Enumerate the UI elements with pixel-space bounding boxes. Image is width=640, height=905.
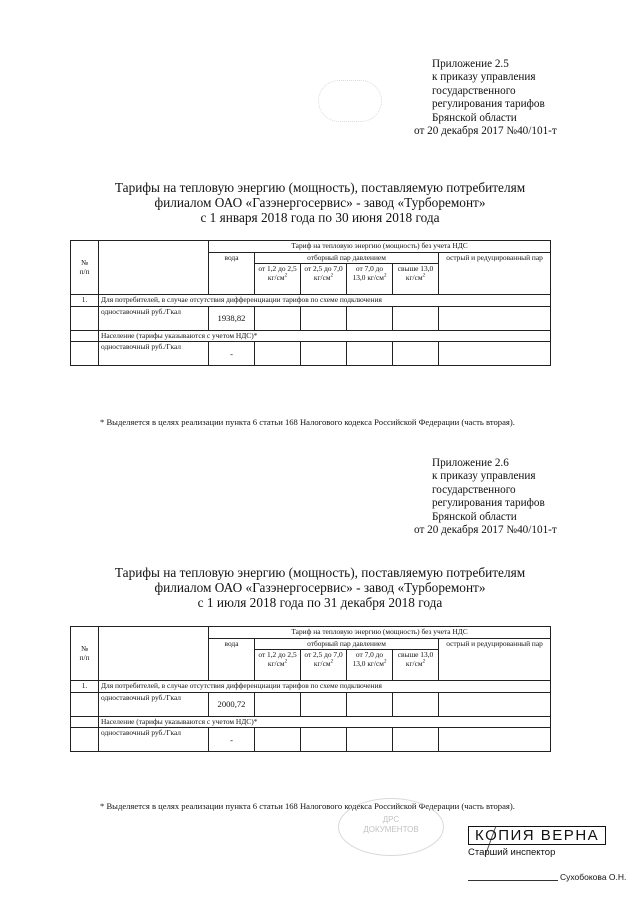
cell-empty xyxy=(255,692,301,716)
title-line: с 1 июля 2018 года по 31 декабря 2018 года xyxy=(197,595,443,611)
tariff-value: - xyxy=(209,728,255,752)
unit-label: одноставочный руб./Гкал xyxy=(99,692,209,716)
cell-empty xyxy=(71,716,99,728)
header-tariff: Тариф на тепловую энергию (мощность) без учета НДС xyxy=(209,241,551,253)
annex-line: Приложение 2.5 xyxy=(432,58,509,70)
copy-stamp-title: КОПИЯ ВЕРНА xyxy=(468,826,606,845)
header-water: вода xyxy=(209,638,255,681)
cell-empty xyxy=(301,728,347,752)
annex-line: государственного xyxy=(432,483,516,496)
annex-line: к приказу управления xyxy=(432,71,536,84)
header-pressure: свыше 13,0 $кг/см^2$ xyxy=(393,264,439,295)
page-title-1 xyxy=(60,180,580,226)
group-label: Для потребителей, в случае отсутствия дифференциации тарифов по схеме подключения xyxy=(99,681,551,693)
title-line: филиалом ОАО «Газэнергосервис» - завод «Турборемонт» xyxy=(154,195,486,211)
unit-label: одноставочный руб./Гкал xyxy=(99,342,209,366)
annex-header-1 xyxy=(414,58,557,138)
header-pressure: свыше 13,0 $кг/см^2$ xyxy=(393,650,439,681)
footnote-2: * Выделяется в целях реализации пункта 6 статьи 168 Налогового кодекса Российской Федерации (часть вторая). xyxy=(100,801,515,811)
header-pressure: от 7,0 до 13,0 $кг/см^2$ xyxy=(347,264,393,295)
cell-empty xyxy=(347,728,393,752)
row-number: 1. xyxy=(71,681,99,693)
header-pressure: от 7,0 до 13,0 $кг/см^2$ xyxy=(347,650,393,681)
header-steam: отборный пар давлением xyxy=(255,638,439,650)
cell-empty xyxy=(347,342,393,366)
cell-empty xyxy=(393,342,439,366)
header-tariff: Тариф на тепловую энергию (мощность) без учета НДС xyxy=(209,627,551,639)
cell-empty xyxy=(439,342,551,366)
unit-label: одноставочный руб./Гкал xyxy=(99,728,209,752)
header-blank xyxy=(99,627,209,681)
tariff-table-2 xyxy=(70,626,551,752)
cell-empty xyxy=(255,342,301,366)
cell-empty xyxy=(393,692,439,716)
cell-empty xyxy=(301,342,347,366)
group-label: Для потребителей, в случае отсутствия дифференциации тарифов по схеме подключения xyxy=(99,295,551,307)
cell-empty xyxy=(439,692,551,716)
title-line: с 1 января 2018 года по 30 июня 2018 года xyxy=(200,210,440,226)
cell-empty xyxy=(71,692,99,716)
tariff-value: 2000,72 xyxy=(209,692,255,716)
annex-header-2 xyxy=(414,457,557,537)
header-pressure: от 1,2 до 2,5 $кг/см^2$ xyxy=(255,264,301,295)
cell-empty xyxy=(347,692,393,716)
annex-line: регулирования тарифов xyxy=(432,497,545,510)
header-steam: отборный пар давлением xyxy=(255,252,439,264)
cell-empty xyxy=(347,306,393,330)
annex-line: регулирования тарифов xyxy=(432,98,545,111)
stamp-text: ДОКУМЕНТОВ xyxy=(363,825,419,834)
annex-date: от 20 декабря 2017 №40/101-т xyxy=(414,125,557,138)
cell-empty xyxy=(301,692,347,716)
annex-line: к приказу управления xyxy=(432,470,536,483)
tariff-value: 1938,82 xyxy=(209,306,255,330)
cell-empty xyxy=(71,306,99,330)
cell-empty xyxy=(439,728,551,752)
header-blank xyxy=(99,241,209,295)
title-line: Тарифы на тепловую энергию (мощность), поставляемую потребителям xyxy=(114,565,526,580)
annex-line: Брянской области xyxy=(432,510,517,523)
header-sharp-steam: острый и редуцированный пар xyxy=(439,252,551,295)
header-pressure: от 2,5 до 7,0 $кг/см^2$ xyxy=(301,264,347,295)
cell-empty xyxy=(301,306,347,330)
tariff-value: - xyxy=(209,342,255,366)
cell-empty xyxy=(71,728,99,752)
cell-empty xyxy=(255,728,301,752)
cell-empty xyxy=(439,306,551,330)
signature-line xyxy=(468,880,558,881)
header-pressure: от 1,2 до 2,5 $кг/см^2$ xyxy=(255,650,301,681)
header-num: № п/п xyxy=(71,241,99,295)
row-number: 1. xyxy=(71,295,99,307)
group-label: Население (тарифы указываются с учетом НДС)* xyxy=(99,716,551,728)
header-water: вода xyxy=(209,252,255,295)
footnote-1: * Выделяется в целях реализации пункта 6 статьи 168 Налогового кодекса Российской Федерации (часть вторая). xyxy=(100,417,515,427)
stamp-text: ДРС xyxy=(382,815,400,824)
page-title-2 xyxy=(60,565,580,611)
annex-line: Брянской области xyxy=(432,111,517,124)
cell-empty xyxy=(393,728,439,752)
copy-stamp-position: Старший инспектор xyxy=(468,847,556,858)
annex-date: от 20 декабря 2017 №40/101-т xyxy=(414,524,557,537)
round-stamp-icon xyxy=(338,798,444,856)
header-sharp-steam: острый и редуцированный пар xyxy=(439,638,551,681)
cell-empty xyxy=(71,342,99,366)
title-line: Тарифы на тепловую энергию (мощность), поставляемую потребителям xyxy=(114,180,526,195)
unit-label: одноставочный руб./Гкал xyxy=(99,306,209,330)
cell-empty xyxy=(255,306,301,330)
cell-empty xyxy=(71,330,99,342)
tariff-table-1 xyxy=(70,240,551,366)
annex-line: государственного xyxy=(432,84,516,97)
cell-empty xyxy=(393,306,439,330)
signer-name: Сухобокова О.Н. xyxy=(560,872,627,882)
header-num: № п/п xyxy=(71,627,99,681)
faint-stamp-icon xyxy=(318,80,382,122)
annex-line: Приложение 2.6 xyxy=(432,457,509,469)
group-label: Население (тарифы указываются с учетом НДС)* xyxy=(99,330,551,342)
title-line: филиалом ОАО «Газэнергосервис» - завод «Турборемонт» xyxy=(154,580,486,596)
header-pressure: от 2,5 до 7,0 $кг/см^2$ xyxy=(301,650,347,681)
